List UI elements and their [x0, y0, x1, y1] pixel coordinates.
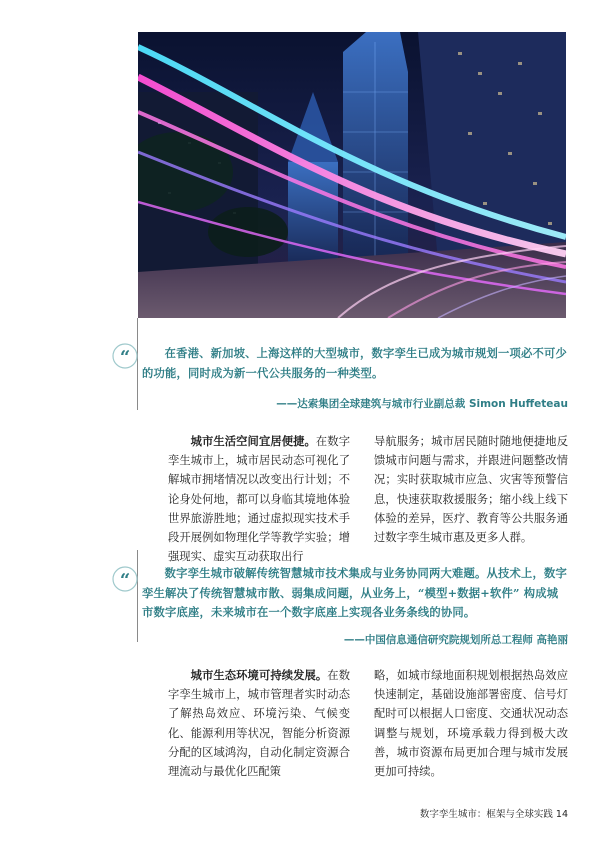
body-column-right	[374, 432, 568, 547]
page-footer: 数字孪生城市：框架与全球实践 14	[419, 809, 568, 820]
quote-icon	[112, 343, 138, 369]
quote-attribution: ——中国信息通信研究院规划所总工程师 高艳丽	[343, 634, 568, 646]
svg-text:“: “	[119, 347, 131, 368]
quote-text: 数字孪生城市破解传统智慧城市技术集成与业务协同两大难题。从技术上，数字孪生解决了传统智慧城市散、弱集成问题，从业务上，“模型+数据+软件” 构成城市数字底座，未来城市在一个数字底座上实现各业务条线的协同。	[142, 566, 567, 619]
svg-text:“: “	[119, 570, 131, 591]
body-text: 略，如城市绿地面积规划根据热岛效应快速制定，基础设施部署密度、信号灯配时可以根据人口密度、交通状况动态调整与规划，环境承载力得到极大改善，城市资源布局更加合理与城市发展更加可持续。	[374, 669, 568, 779]
section-lead: 城市生态环境可持续发展。	[190, 668, 328, 682]
body-text: 在数字孪生城市上，城市居民动态可视化了解城市拥堵情况以改变出行计划；不论身处何地，都可以身临其境地体验世界旅游胜地；通过虚拟现实技术手段开展例如物理化学等教学实验；增强现实、虚实互动获取出行	[168, 435, 350, 564]
city-night-photo	[138, 32, 566, 318]
body-text: 导航服务；城市居民随时随地便捷地反馈城市问题与需求，并跟进问题整改情况；实时获取城市应急、灾害等预警信息，快速获取救援服务；缩小线上线下体验的差异，医疗、教育等公共服务通过数字孪生城市惠及更多人群。	[374, 435, 568, 545]
body-column-left	[168, 666, 350, 781]
quote-attribution: ——达索集团全球建筑与城市行业副总裁 Simon Huffeteau	[276, 398, 568, 410]
body-column-left	[168, 432, 350, 566]
quote-icon	[112, 566, 138, 592]
body-column-right	[374, 666, 568, 781]
vertical-rule	[137, 550, 138, 642]
body-text: 在数字孪生城市上，城市管理者实时动态了解热岛效应、环境污染、气候变化、能源利用等状况，智能分析资源分配的区域鸿沟，自动化制定资源合理流动与最优化匹配策	[168, 669, 350, 779]
quote-text: 在香港、新加坡、上海这样的大型城市，数字孪生已成为城市规划一项必不可少的功能，同时成为新一代公共服务的一种类型。	[142, 346, 567, 380]
section-lead: 城市生活空间宜居便捷。	[190, 434, 316, 448]
